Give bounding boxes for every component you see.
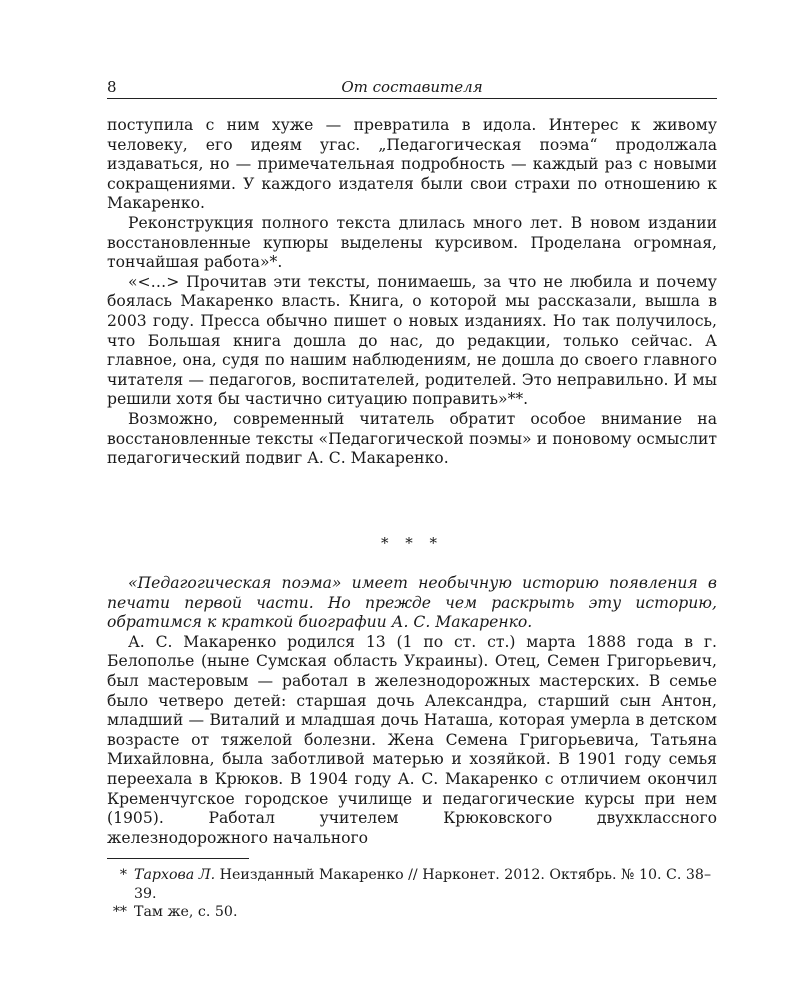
main-text-section-1	[107, 116, 717, 469]
paragraph: Возможно, современный читатель обратит особое внимание на восстановленные тексты «Педагогической поэмы» и поновому осмыслит педагогический подвиг А. С. Макаренко.	[107, 409, 717, 468]
footnote-1	[107, 866, 717, 903]
footnote-author: Тархова Л.	[134, 867, 216, 883]
page-number: 8	[107, 78, 117, 96]
footnote-mark: *	[119, 867, 127, 883]
running-title: От составителя	[341, 78, 483, 96]
page-header	[107, 76, 717, 99]
biography-paragraph: А. С. Макаренко родился 13 (1 по ст. ст.) марта 1888 года в г. Белополье (ныне Сумская область Украины). Отец, Семен Григорьевич, был мастеровым — работал в железнодорожных мастерских. В семье было четверо детей: старшая дочь Александра, старший сын Антон, младший — Виталий и младшая дочь Наташа, которая умерла в детском возрасте от тяжелой болезни. Жена Семена Григорьевича, Татьяна Михайловна, была заботливой матерью и хозяйкой. В 1901 году семья переехала в Крюков. В 1904 году А. С. Макаренко с отличием окончил Кременчугское городское училище и педагогические курсы при нем (1905). Работал учителем Крюковского двухклассного железнодорожного начального	[107, 632, 717, 847]
footnotes	[107, 866, 717, 922]
paragraph: Реконструкция полного текста длилась много лет. В новом издании восстановленные купюры выделены курсивом. Проделана огромная, тончайшая работа»*.	[107, 213, 717, 272]
footnote-text: Там же, с. 50.	[134, 904, 238, 920]
section-separator: * * *	[380, 534, 444, 552]
footnote-text: Неизданный Макаренко // Нарконет. 2012. Октябрь. № 10. С. 38–39.	[134, 867, 712, 902]
footnote-mark: **	[112, 904, 127, 920]
main-text-section-2	[107, 574, 717, 848]
italic-intro-paragraph: «Педагогическая поэма» имеет необычную историю появления в печати первой части. Но прежде чем раскрыть эту историю, обратимся к краткой биографии А. С. Макаренко.	[107, 574, 717, 632]
paragraph: поступила с ним хуже — превратила в идола. Интерес к живому человеку, его идеям угас. „Педагогическая поэма“ продолжала издаваться, но — примечательная подробность — каждый раз с новыми сокращениями. У каждого издателя были свои страхи по отношению к Макаренко.	[107, 116, 717, 213]
paragraph: «<…> Прочитав эти тексты, понимаешь, за что не любила и почему боялась Макаренко власть. Книга, о которой мы рассказали, вышла в 2003 году. Пресса обычно пишет о новых изданиях. Но так получилось, что Большая книга дошла до нас, до редакции, только сейчас. А главное, она, судя по нашим наблюдениям, не дошла до своего главного читателя — педагогов, воспитателей, родителей. Это неправильно. И мы решили хотя бы частично ситуацию поправить»**.	[107, 272, 717, 409]
footnote-divider	[107, 858, 249, 859]
footnote-2	[107, 903, 717, 922]
